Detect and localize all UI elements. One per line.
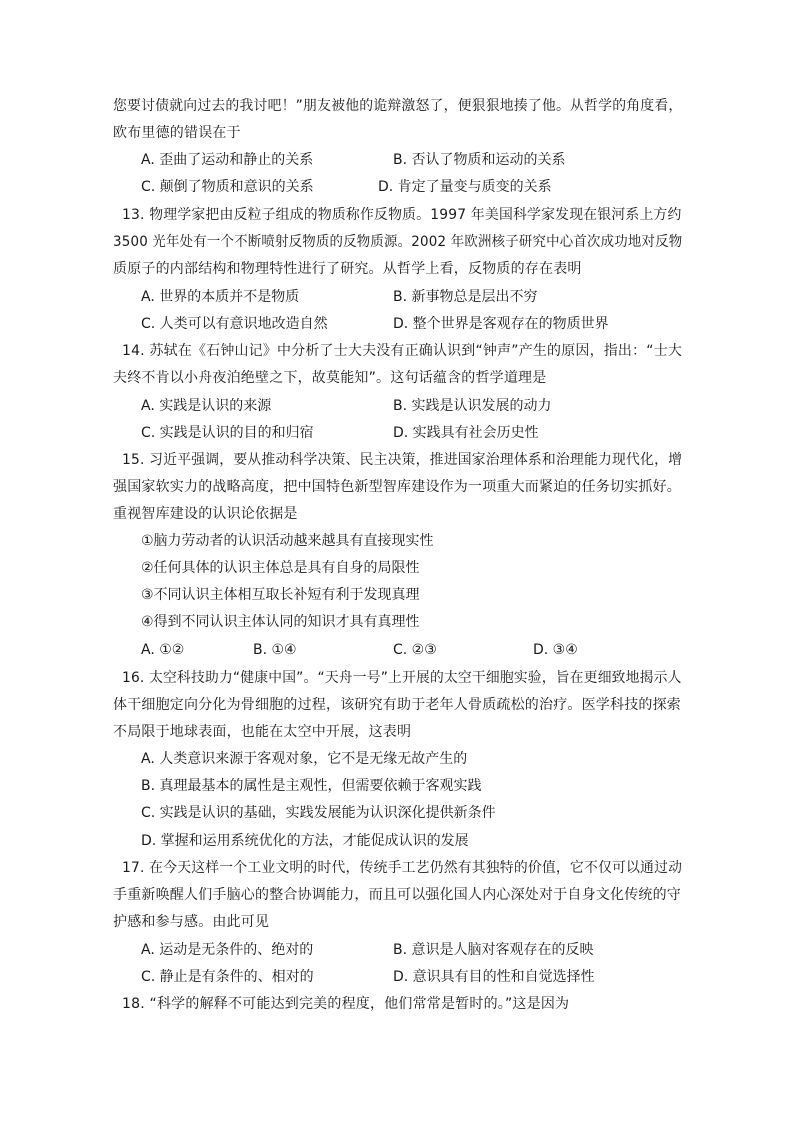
q15-line-1: 15. 习近平强调，要从推动科学决策、民主决策，推进国家治理体系和治理能力现代化，增 <box>122 452 683 468</box>
q17-line-1: 17. 在今天这样一个工业文明的时代，传统手工艺仍然有其独特的价值，它不仅可以通过动 <box>122 860 683 876</box>
q15-line-2: 强国家软实力的战略高度，把中国特色新型智库建设作为一项重大而紧迫的任务切实抓好。 <box>113 479 681 495</box>
q16-line-2: 体干细胞定向分化为骨细胞的过程，该研究有助于老年人骨质疏松的治疗。医学科技的探索 <box>113 697 681 713</box>
q14-option-b: B. 实践是认识发展的动力 <box>393 398 552 414</box>
q16-option-d: D. 掌握和运用系统优化的方法，才能促成认识的发展 <box>141 833 469 849</box>
q14-line-1: 14. 苏轼在《石钟山记》中分析了士大夫没有正确认识到“钟声”产生的原因，指出：“士大 <box>122 343 683 359</box>
q17-line-3: 护感和参与感。由此可见 <box>113 914 270 930</box>
q15-item-3: ③不同认识主体相互取长补短有利于发现真理 <box>141 587 420 603</box>
q17-line-2: 手重新唤醒人们手脑心的整合协调能力，而且可以强化国人内心深处对于自身文化传统的守 <box>113 887 681 903</box>
q16-line-3: 不局限于地球表面，也能在太空中开展，这表明 <box>113 724 412 740</box>
q12-option-c: C. 颠倒了物质和意识的关系 <box>141 179 314 195</box>
q13-line-1: 13. 物理学家把由反粒子组成的物质称作反物质。1997 年美国科学家发现在银河系上方约 <box>122 207 682 223</box>
q13-option-a: A. 世界的本质并不是物质 <box>141 289 300 305</box>
q15-option-b: B. ①④ <box>253 642 297 658</box>
q14-option-d: D. 实践具有社会历史性 <box>393 425 539 441</box>
q15-item-2: ②任何具体的认识主体总是具有自身的局限性 <box>141 560 420 576</box>
q18-line-1: 18. “科学的解释不可能达到完美的程度，他们常常是暂时的。”这是因为 <box>122 996 570 1012</box>
q12-option-a: A. 歪曲了运动和静止的关系 <box>141 152 314 168</box>
q12-option-b: B. 否认了物质和运动的关系 <box>393 152 566 168</box>
q16-option-b: B. 真理最基本的属性是主观性，但需要依赖于客观实践 <box>141 778 482 794</box>
q15-item-4: ④得到不同认识主体认同的知识才具有真理性 <box>141 614 420 630</box>
q13-option-d: D. 整个世界是客观存在的物质世界 <box>393 316 609 332</box>
q13-line-3: 质原子的内部结构和物理特性进行了研究。从哲学上看，反物质的存在表明 <box>113 261 582 277</box>
q15-option-a: A. ①② <box>141 642 185 658</box>
q12-line-2: 欧布里德的错误在于 <box>113 125 241 141</box>
q14-option-a: A. 实践是认识的来源 <box>141 398 272 414</box>
q12-line-1: 您要讨债就向过去的我讨吧！”朋友被他的诡辩激怒了，便狠狠地揍了他。从哲学的角度看， <box>113 98 683 114</box>
q16-option-a: A. 人类意识来源于客观对象，它不是无缘无故产生的 <box>141 751 468 767</box>
q17-option-a: A. 运动是无条件的、绝对的 <box>141 942 314 958</box>
q15-option-c: C. ②③ <box>393 642 437 658</box>
q17-option-b: B. 意识是人脑对客观存在的反映 <box>393 942 594 958</box>
q13-option-b: B. 新事物总是层出不穷 <box>393 289 538 305</box>
q14-line-2: 夫终不肯以小舟夜泊绝壁之下，故莫能知”。这句话蕴含的哲学道理是 <box>113 370 547 386</box>
q16-option-c: C. 实践是认识的基础，实践发展能为认识深化提供新条件 <box>141 805 496 821</box>
q12-option-d: D. 肯定了量变与质变的关系 <box>378 179 552 195</box>
q13-option-c: C. 人类可以有意识地改造自然 <box>141 316 328 332</box>
q15-line-3: 重视智库建设的认识论依据是 <box>113 506 298 522</box>
q13-line-2: 3500 光年处有一个不断喷射反物质的反物质源。2002 年欧洲核子研究中心首次成功地对反物 <box>113 234 683 250</box>
q15-option-d: D. ③④ <box>533 642 578 658</box>
q15-item-1: ①脑力劳动者的认识活动越来越具有直接现实性 <box>141 533 434 549</box>
q17-option-c: C. 静止是有条件的、相对的 <box>141 969 314 985</box>
q14-option-c: C. 实践是认识的目的和归宿 <box>141 425 314 441</box>
q17-option-d: D. 意识具有目的性和自觉选择性 <box>393 969 595 985</box>
q16-line-1: 16. 太空科技助力“健康中国”。“天舟一号”上开展的太空干细胞实验，旨在更细致地揭示人 <box>122 670 682 686</box>
